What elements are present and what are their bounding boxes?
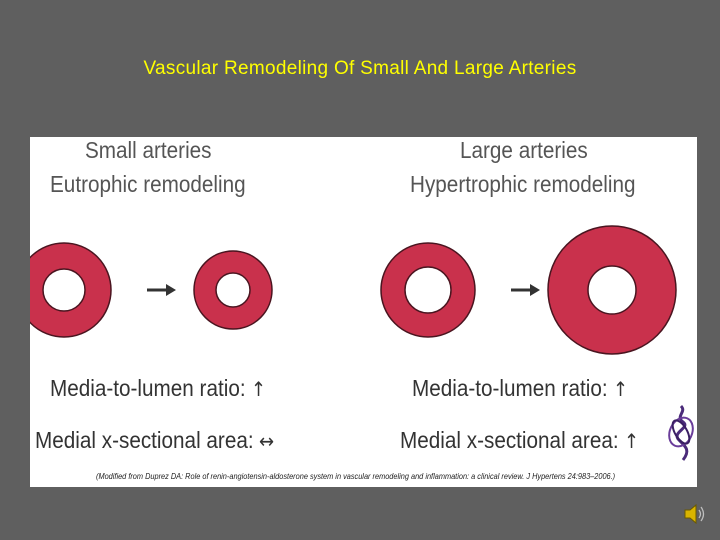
small-artery-after-ring (194, 251, 272, 329)
ring-outline (216, 273, 250, 307)
left-ratio-label: Media-to-lumen ratio: (50, 375, 246, 401)
ring-outline (43, 269, 85, 311)
left-heading-line2: Eutrophic remodeling (50, 171, 246, 197)
right-area-label: Medial x-sectional area: (400, 427, 619, 453)
left-transition-arrow (147, 284, 176, 296)
ring-outline (405, 267, 451, 313)
right-heading-line1: Large arteries (460, 137, 588, 163)
left-area-unchanged-arrow-icon: ↔ (259, 429, 275, 453)
left-ratio-row (50, 375, 266, 402)
right-ratio-up-arrow-icon: ↑ (612, 377, 629, 401)
speaker-icon[interactable] (683, 502, 709, 526)
publisher-logo-icon (665, 402, 697, 464)
right-area-row (400, 427, 639, 454)
slide-title: Vascular Remodeling Of Small And Large Arteries (143, 58, 577, 79)
right-heading-line2: Hypertrophic remodeling (410, 171, 636, 197)
left-area-row (35, 427, 274, 454)
large-artery-before-ring (381, 243, 475, 337)
small-artery-before-ring (30, 243, 111, 337)
right-ratio-label: Media-to-lumen ratio: (412, 375, 608, 401)
right-area-up-arrow-icon: ↑ (624, 429, 640, 453)
ring-outline (588, 266, 636, 314)
left-heading-line1: Small arteries (85, 137, 212, 163)
right-transition-arrow (511, 284, 540, 296)
remodeling-figure (30, 137, 697, 487)
right-ratio-row (412, 375, 628, 402)
left-area-label: Medial x-sectional area: (35, 427, 254, 453)
large-artery-after-ring (548, 226, 676, 354)
citation-text: (Modified from Duprez DA: Role of renin-angiotensin-aldosterone system in vascular remodeling and inflammation: a clinical review. J Hypertens 24:983–2006.) (96, 472, 616, 481)
left-ratio-up-arrow-icon: ↑ (250, 377, 267, 401)
